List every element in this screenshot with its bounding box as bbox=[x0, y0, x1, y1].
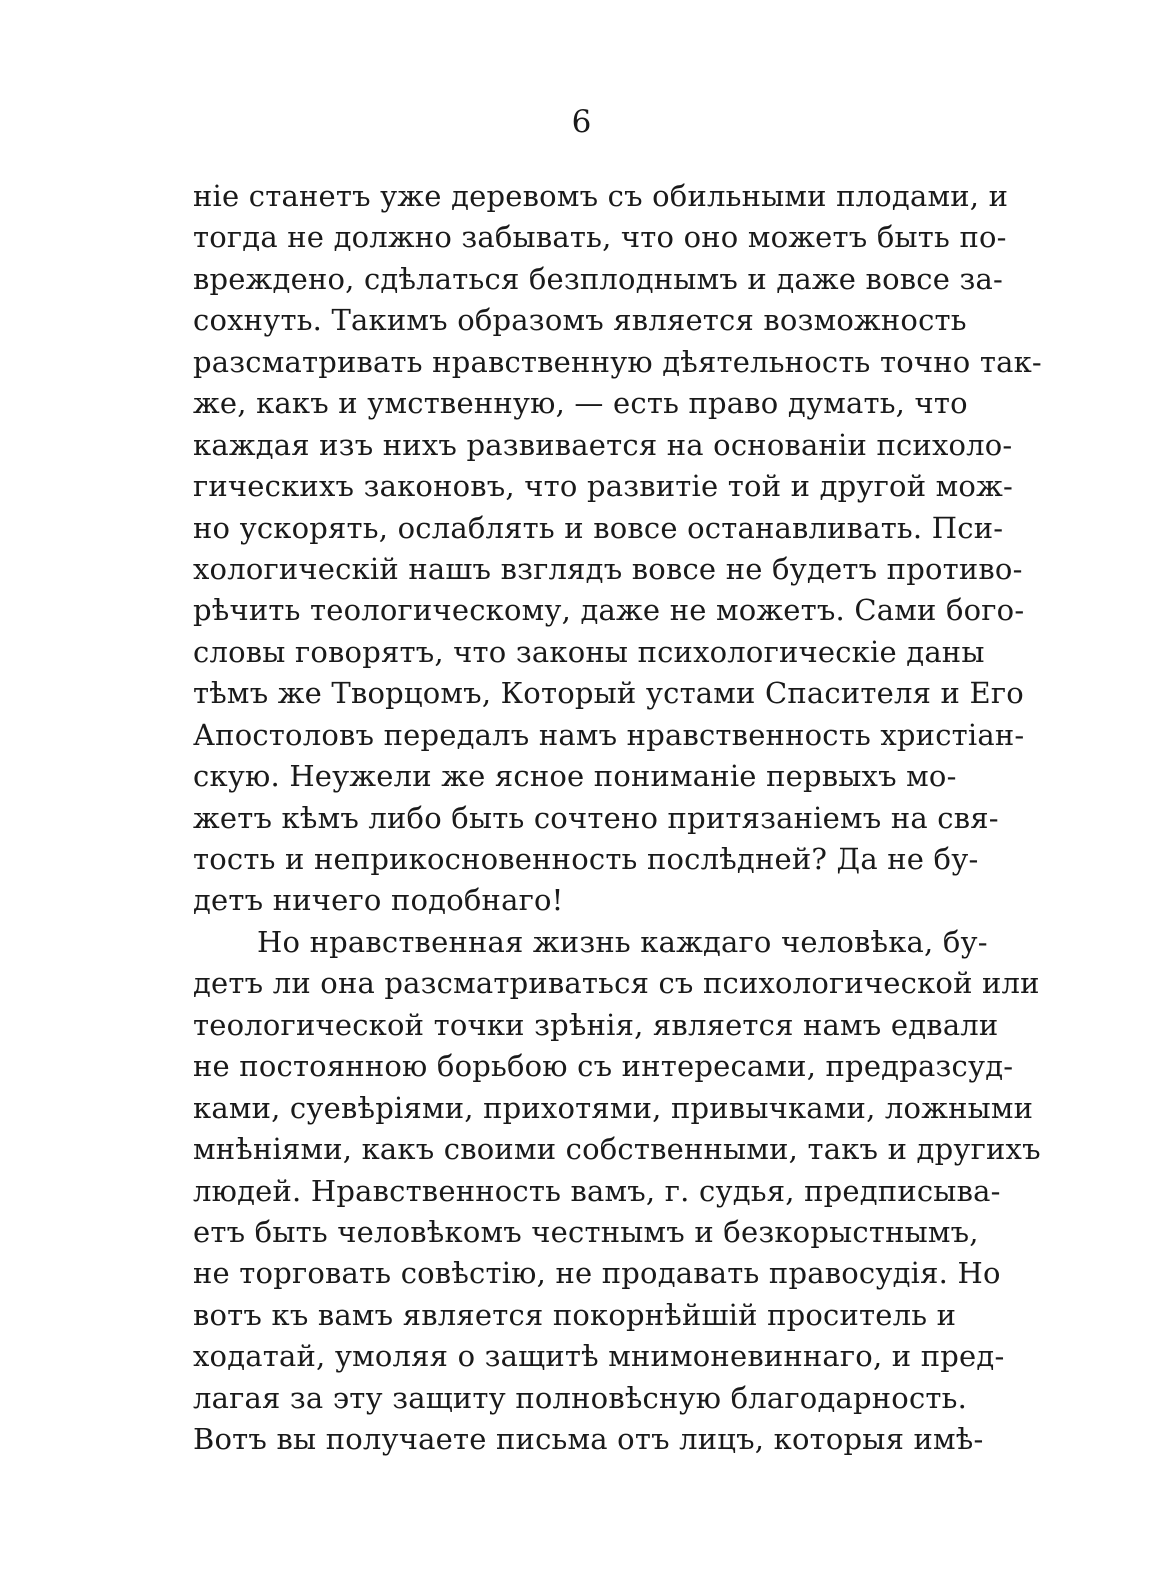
text-line: лагая за эту защиту полновѣсную благодарность. bbox=[193, 1380, 968, 1415]
text-line: ніе станетъ уже деревомъ съ обильными плодами, и bbox=[193, 179, 1009, 213]
text-line: скую. Неужели же ясное пониманіе первыхъ мо- bbox=[193, 759, 957, 794]
text-line: разсматривать нравственную дѣятельность точно так- bbox=[193, 344, 1042, 379]
text-line: людей. Нравственность вамъ, г. судья, предписыва- bbox=[193, 1173, 1001, 1208]
text-line: хологическій нашъ взглядъ вовсе не будетъ противо- bbox=[193, 551, 1023, 586]
text-line: Вотъ вы получаете письма отъ лицъ, которыя имѣ- bbox=[193, 1422, 984, 1457]
text-line: етъ быть человѣкомъ честнымъ и безкорыстнымъ, bbox=[193, 1214, 979, 1249]
text-line: но ускорять, ослаблять и вовсе останавливать. Пси- bbox=[193, 510, 1004, 545]
text-line: Апостоловъ передалъ намъ нравственность христіан- bbox=[193, 717, 1025, 752]
text-line: тогда не должно забывать, что оно можетъ быть по- bbox=[193, 220, 1007, 255]
text-line: гическихъ законовъ, что развитіе той и другой мож- bbox=[193, 469, 1013, 504]
text-line: жетъ кѣмъ либо быть сочтено притязаніемъ на свя- bbox=[193, 800, 999, 835]
text-line: не торговать совѣстію, не продавать правосудія. Но bbox=[193, 1256, 1001, 1291]
paragraph-1 bbox=[193, 176, 1042, 922]
text-line: Но нравственная жизнь каждаго человѣка, бу- bbox=[257, 924, 988, 959]
text-line: детъ ли она разсматриваться съ психологической или bbox=[193, 966, 1040, 1001]
text-line: детъ ничего подобнаго! bbox=[193, 883, 564, 918]
body-text bbox=[193, 176, 1042, 1461]
text-line: сохнуть. Такимъ образомъ является возможность bbox=[193, 303, 967, 338]
text-line: ходатай, умоляя о защитѣ мнимоневиннаго, и пред- bbox=[193, 1339, 1005, 1374]
text-line: не постоянною борьбою съ интересами, предразсуд- bbox=[193, 1049, 1014, 1084]
text-line: ками, суевѣріями, прихотями, привычками, ложными bbox=[193, 1090, 1034, 1125]
text-line: тость и неприкосновенность послѣдней? Да не бу- bbox=[193, 842, 979, 876]
page-number: 6 bbox=[571, 104, 592, 140]
text-line: словы говорятъ, что законы психологическіе даны bbox=[193, 634, 985, 669]
text-line: теологической точки зрѣнія, является намъ едвали bbox=[193, 1007, 999, 1042]
text-line: вотъ къ вамъ является покорнѣйшій проситель и bbox=[193, 1297, 957, 1332]
text-line: мнѣніями, какъ своими собственными, такъ и другихъ bbox=[193, 1132, 1041, 1167]
text-line: каждая изъ нихъ развивается на основаніи психоло- bbox=[193, 427, 1013, 462]
text-line: же, какъ и умственную, — есть право думать, что bbox=[193, 386, 968, 421]
paragraph-2 bbox=[193, 922, 1041, 1461]
text-line: рѣчить теологическому, даже не можетъ. Сами бого- bbox=[193, 593, 1025, 628]
text-line: тѣмъ же Творцомъ, Который устами Спасителя и Его bbox=[193, 676, 1024, 711]
text-line: врeждено, сдѣлаться безплоднымъ и даже вовсе за- bbox=[193, 261, 1003, 296]
